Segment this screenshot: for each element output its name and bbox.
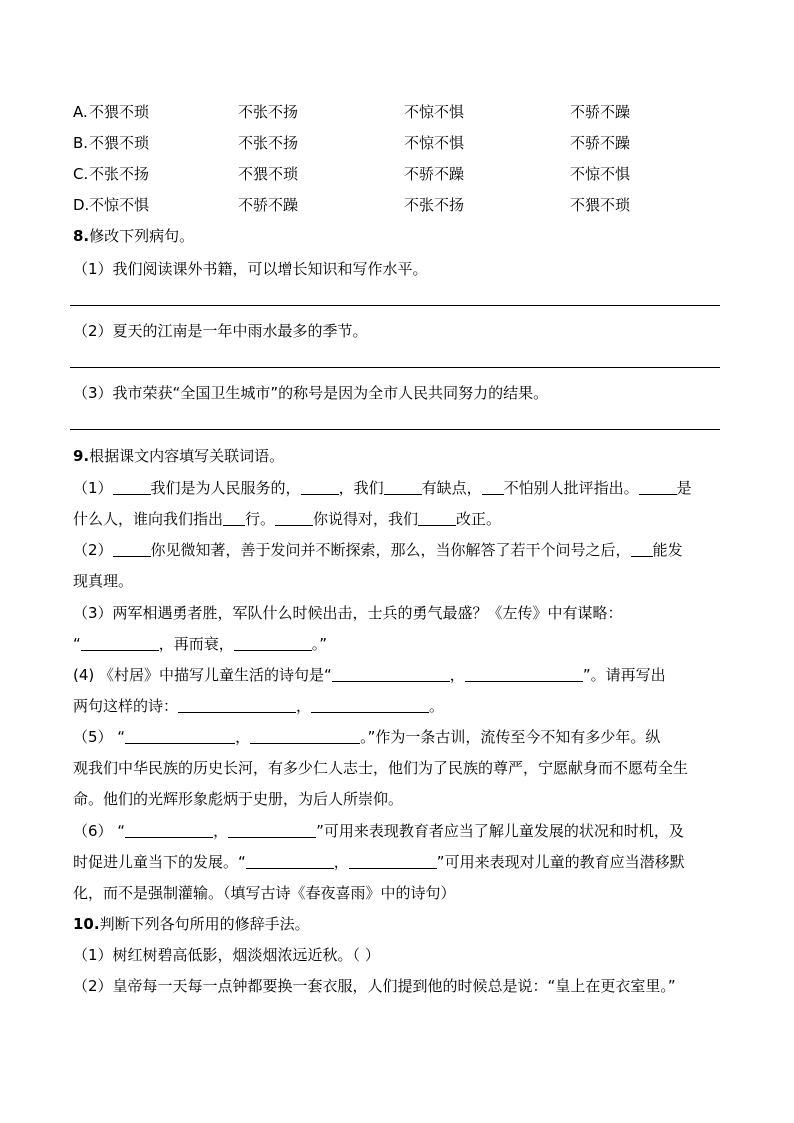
q9-p6-line3: 化，而不是强制灌输。（填写古诗《春夜喜雨》中的诗句） [73,884,456,902]
question-number: 8. [73,227,90,245]
q8-item-2: （2）夏天的江南是一年中雨水最多的季节。 [73,322,368,340]
q9-p1-line1 [73,478,692,498]
q10-item-2: （2）皇帝每一天每一点钟都要换一套衣服，人们提到他的时候总是说：“皇上在更衣室里。” [73,977,676,995]
option-item: 不张不扬 [89,165,150,183]
option-item: 不张不扬 [238,103,299,121]
q9-p3-line1: （3）两军相遇勇者胜，军队什么时候出击，士兵的勇气最盛？《左传》中有谋略： [73,604,623,622]
text: （5） “ [73,728,126,746]
q9-p6-line2 [73,852,685,872]
text: （6） “ [73,822,126,840]
question-title: 修改下列病句。 [89,227,195,245]
q9-p4-line1 [73,665,666,685]
text: 能发 [652,541,683,559]
option-item: 不惊不惧 [404,103,465,121]
fill-blank[interactable] [125,822,213,838]
option-item: 不骄不躁 [404,165,465,183]
text: ”可用来表现对儿童的教育应当潜移默 [436,853,685,871]
q9-p5-line3: 命。他们的光辉形象彪炳于史册，为后人所崇仰。 [73,790,404,808]
fill-blank[interactable] [301,479,339,495]
option-label: A. [73,103,88,121]
answer-line[interactable] [70,367,720,368]
text: (4) 《村居》中描写儿童生活的诗句是“ [73,666,332,684]
option-item: 不张不扬 [404,196,465,214]
option-item: 不猥不琐 [238,165,299,183]
text: ”。请再写出 [582,666,666,684]
fill-blank[interactable] [125,728,235,744]
answer-line[interactable] [70,429,720,430]
q9-p5-line2: 观我们中华民族的历史长河，有多少仁人志士，他们为了民族的尊严，宁愿献身而不愿苟全生 [73,759,689,777]
fill-blank[interactable] [311,697,429,713]
fill-blank[interactable] [250,728,360,744]
option-item: 不惊不惧 [89,196,150,214]
fill-blank[interactable] [228,822,316,838]
q9-p2-line1 [73,540,683,560]
text: 。”作为一条古训，流传至今不知有多少年。纵 [360,728,661,746]
fill-blank[interactable] [482,479,504,495]
q10-heading [73,914,310,934]
fill-blank[interactable] [465,666,583,682]
text: “ [73,635,81,653]
option-item: 不骄不躁 [570,103,631,121]
text: ”可用来表现教育者应当了解儿童发展的状况和时机，及 [316,822,684,840]
q9-p5-line1 [73,727,660,747]
text: 时促进儿童当下的发展。“ [73,853,246,871]
text: 是 [676,479,692,497]
question-number: 10. [73,915,100,933]
q9-p4-line2 [73,696,444,716]
text: 什么人，谁向我们指出 [73,510,224,528]
fill-blank[interactable] [639,479,677,495]
q9-p3-line2 [73,634,327,654]
text: 你说得对，我们 [313,510,419,528]
q8-heading [73,226,194,246]
option-item: 不骄不躁 [238,196,299,214]
fill-blank[interactable] [113,541,151,557]
text: ， [296,697,312,715]
option-label: D. [73,196,90,214]
fill-blank[interactable] [178,697,296,713]
text: 不怕别人批评指出。 [503,479,639,497]
option-item: 不惊不惧 [404,134,465,152]
text: （2） [73,541,113,559]
option-item: 不猥不琐 [89,134,150,152]
text: ， [213,822,229,840]
fill-blank[interactable] [332,666,450,682]
fill-blank[interactable] [275,510,313,526]
text: 有缺点， [421,479,482,497]
fill-blank[interactable] [349,853,437,869]
question-title: 判断下列各句所用的修辞手法。 [99,915,310,933]
text: ， [235,728,251,746]
option-item: 不猥不琐 [570,196,631,214]
fill-blank[interactable] [234,635,312,651]
text: 行。 [245,510,276,528]
text: （1） [73,479,113,497]
fill-blank[interactable] [113,479,151,495]
text: 你见微知著，善于发问并不断探索，那么，当你解答了若干个问号之后， [150,541,631,559]
text: ， [333,853,349,871]
q9-p1-line2 [73,509,501,529]
option-item: 不骄不躁 [570,134,631,152]
option-item: 不张不扬 [238,134,299,152]
fill-blank[interactable] [631,541,653,557]
q10-item-1: （1）树红树碧高低影，烟淡烟浓远近秋。（ ） [73,946,380,964]
option-item: 不惊不惧 [570,165,631,183]
text: 。 [429,697,445,715]
fill-blank[interactable] [223,510,245,526]
fill-blank[interactable] [384,479,422,495]
q9-p6-line1 [73,821,684,841]
fill-blank[interactable] [418,510,456,526]
text: ，我们 [338,479,384,497]
fill-blank[interactable] [81,635,159,651]
q9-heading [73,446,284,466]
question-number: 9. [73,447,90,465]
text: 两句这样的诗： [73,697,179,715]
fill-blank[interactable] [246,853,334,869]
text: ， [449,666,465,684]
answer-line[interactable] [70,305,720,306]
text: 改正。 [456,510,502,528]
question-title: 根据课文内容填写关联词语。 [89,447,285,465]
text: ，再而衰， [158,635,234,653]
option-item: 不猥不琐 [89,103,150,121]
text: 我们是为人民服务的， [150,479,301,497]
option-label: C. [73,165,89,183]
q8-item-1: （1）我们阅读课外书籍，可以增长知识和写作水平。 [73,260,428,278]
text: 。” [311,635,328,653]
option-label: B. [73,134,89,152]
q9-p2-line2: 现真理。 [73,572,134,590]
q8-item-3: （3）我市荣获“全国卫生城市”的称号是因为全市人民共同努力的结果。 [73,384,549,402]
